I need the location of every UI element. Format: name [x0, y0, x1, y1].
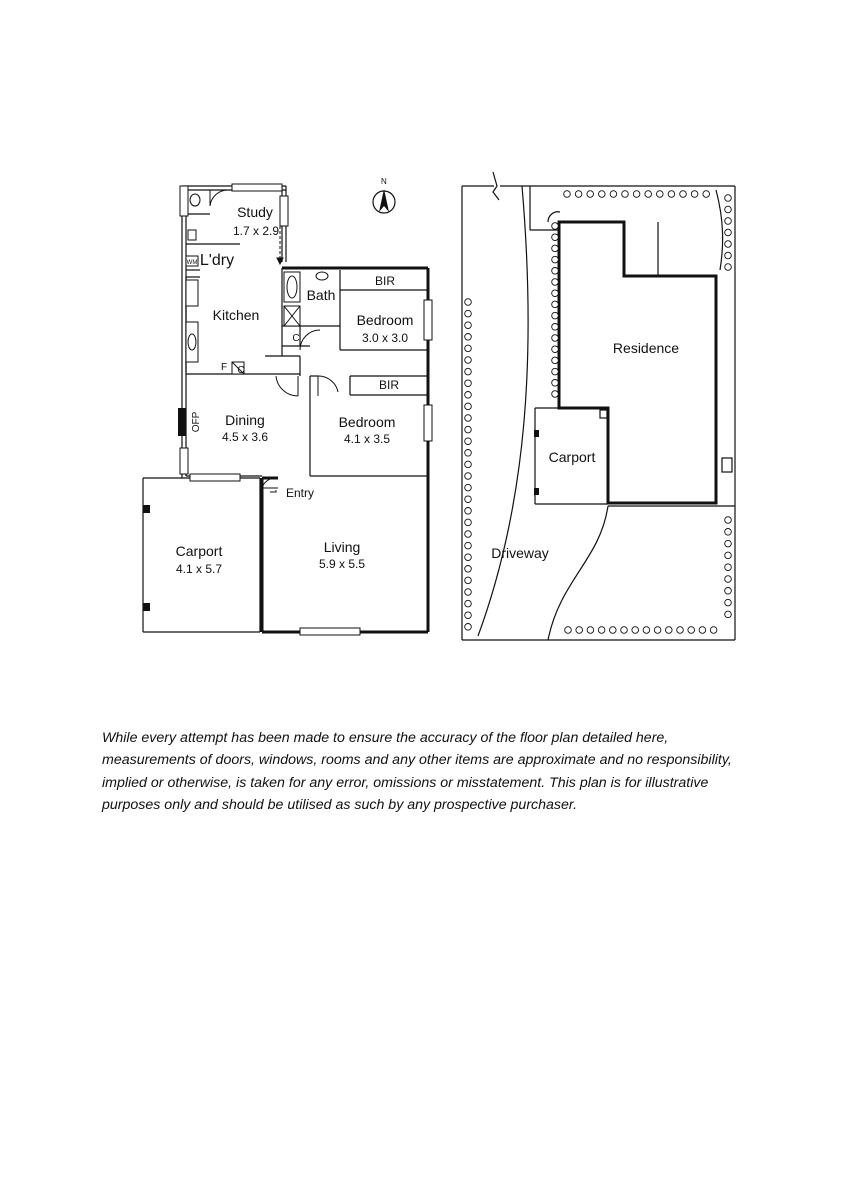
- shrub-icon: [703, 191, 710, 198]
- shrub-icon: [677, 627, 684, 634]
- study-size: 1.7 x 2.9: [232, 224, 280, 238]
- shrub-icon: [465, 438, 472, 445]
- shrub-icon: [465, 392, 472, 399]
- shrub-icon: [680, 191, 687, 198]
- washing-machine-label: WM: [186, 260, 198, 266]
- study-label: Study: [237, 204, 273, 220]
- shrub-icon: [725, 264, 732, 271]
- shrub-icon: [465, 299, 472, 306]
- shrub-icon: [654, 627, 661, 634]
- shrub-icon: [465, 473, 472, 480]
- shrub-icon: [465, 415, 472, 422]
- shrub-icon: [465, 600, 472, 607]
- fireplace-mark: [178, 408, 186, 436]
- bath-cupboard-label: C: [292, 333, 300, 344]
- site-carport-label: Carport: [548, 449, 596, 465]
- shrub-icon: [465, 624, 472, 631]
- shrub-icon: [699, 627, 706, 634]
- shrub-icon: [465, 577, 472, 584]
- bedroom-1-label: Bedroom: [356, 312, 414, 328]
- shrub-icon: [725, 599, 732, 606]
- shrub-icon: [552, 335, 559, 342]
- fridge-label: F: [220, 362, 228, 373]
- shrub-icon: [465, 496, 472, 503]
- laundry-label: L'dry: [199, 252, 235, 269]
- shrub-icon: [725, 552, 732, 559]
- bir-1-label: BIR: [374, 274, 396, 288]
- shrub-icon: [599, 191, 606, 198]
- shrub-icon: [575, 191, 582, 198]
- shrub-icon: [465, 426, 472, 433]
- shrub-icon: [465, 461, 472, 468]
- shrub-icon: [633, 191, 640, 198]
- shrub-icon: [465, 531, 472, 538]
- living-label: Living: [323, 539, 361, 555]
- shrub-icon: [576, 627, 583, 634]
- shrub-icon: [710, 627, 717, 634]
- shrub-icon: [552, 223, 559, 230]
- disclaimer-text: While every attempt has been made to ensure the accuracy of the floor plan detailed here, measurements of doors, windows, rooms and any other items are approximate and no responsibility, implied or otherwise, is taken for any error, omissions or misstatement. This plan is for illustrative purposes only and should be utilised as such by any prospective purchaser.: [102, 730, 732, 813]
- shrub-icon: [552, 245, 559, 252]
- shrub-icon: [465, 368, 472, 375]
- entry-label: Entry: [286, 486, 315, 500]
- shrub-icon: [610, 191, 617, 198]
- driveway-label: Driveway: [491, 545, 549, 561]
- living-size: 5.9 x 5.5: [318, 557, 366, 571]
- shrub-icon: [465, 357, 472, 364]
- shrub-icon: [725, 241, 732, 248]
- open-fireplace-label: OFP: [191, 411, 202, 433]
- dining-size: 4.5 x 3.6: [221, 430, 269, 444]
- hedge-shrubs: [465, 191, 732, 634]
- shrub-icon: [552, 368, 559, 375]
- bedroom-2-size: 4.1 x 3.5: [343, 432, 391, 446]
- shrub-icon: [465, 403, 472, 410]
- shrub-icon: [688, 627, 695, 634]
- bedroom-2-label: Bedroom: [338, 414, 396, 430]
- bir-2-label: BIR: [378, 378, 400, 392]
- shrub-icon: [465, 334, 472, 341]
- shrub-icon: [645, 191, 652, 198]
- shrub-icon: [565, 627, 572, 634]
- carport-size: 4.1 x 5.7: [175, 562, 223, 576]
- shrub-icon: [598, 627, 605, 634]
- shrub-icon: [465, 566, 472, 573]
- residence-label: Residence: [612, 340, 680, 356]
- shrub-icon: [666, 627, 673, 634]
- shrub-icon: [725, 252, 732, 259]
- shrub-icon: [725, 576, 732, 583]
- shrub-icon: [725, 529, 732, 536]
- shrub-icon: [691, 191, 698, 198]
- shrub-icon: [465, 508, 472, 515]
- shrub-icon: [552, 357, 559, 364]
- bedroom-1-size: 3.0 x 3.0: [361, 331, 409, 345]
- shrub-icon: [668, 191, 675, 198]
- site-plan: [462, 172, 735, 640]
- shrub-icon: [552, 346, 559, 353]
- shrub-icon: [725, 206, 732, 213]
- shrub-icon: [643, 627, 650, 634]
- shrub-icon: [465, 310, 472, 317]
- shrub-icon: [587, 627, 594, 634]
- shrub-icon: [657, 191, 664, 198]
- shrub-icon: [465, 450, 472, 457]
- shrub-icon: [465, 519, 472, 526]
- dining-label: Dining: [225, 412, 265, 428]
- carport-label: Carport: [175, 543, 223, 559]
- shrub-icon: [632, 627, 639, 634]
- shrub-icon: [725, 195, 732, 202]
- shrub-icon: [621, 627, 628, 634]
- shrub-icon: [725, 564, 732, 571]
- shrub-icon: [552, 234, 559, 241]
- shrub-icon: [465, 322, 472, 329]
- shrub-icon: [587, 191, 594, 198]
- shrub-icon: [465, 554, 472, 561]
- shrub-icon: [552, 324, 559, 331]
- shrub-icon: [725, 611, 732, 618]
- shrub-icon: [465, 612, 472, 619]
- shrub-icon: [552, 256, 559, 263]
- shrub-icon: [610, 627, 617, 634]
- shrub-icon: [552, 380, 559, 387]
- shrub-icon: [564, 191, 571, 198]
- svg-text:N: N: [381, 177, 387, 186]
- north-arrow-icon: [373, 177, 395, 213]
- shrub-icon: [552, 391, 559, 398]
- shrub-icon: [552, 290, 559, 297]
- kitchen-cupboard-label: C: [237, 365, 245, 376]
- bath-label: Bath: [306, 287, 336, 303]
- floor-plan: [143, 184, 432, 635]
- shrub-icon: [552, 312, 559, 319]
- shrub-icon: [725, 218, 732, 225]
- shrub-icon: [465, 484, 472, 491]
- shrub-icon: [725, 588, 732, 595]
- shrub-icon: [552, 301, 559, 308]
- shrub-icon: [465, 589, 472, 596]
- shrub-icon: [725, 229, 732, 236]
- shrub-icon: [725, 540, 732, 547]
- shrub-icon: [725, 517, 732, 524]
- shrub-icon: [465, 345, 472, 352]
- shrub-icon: [552, 268, 559, 275]
- shrub-icon: [465, 542, 472, 549]
- shrub-icon: [622, 191, 629, 198]
- kitchen-label: Kitchen: [212, 307, 260, 323]
- shrub-icon: [465, 380, 472, 387]
- shrub-icon: [552, 279, 559, 286]
